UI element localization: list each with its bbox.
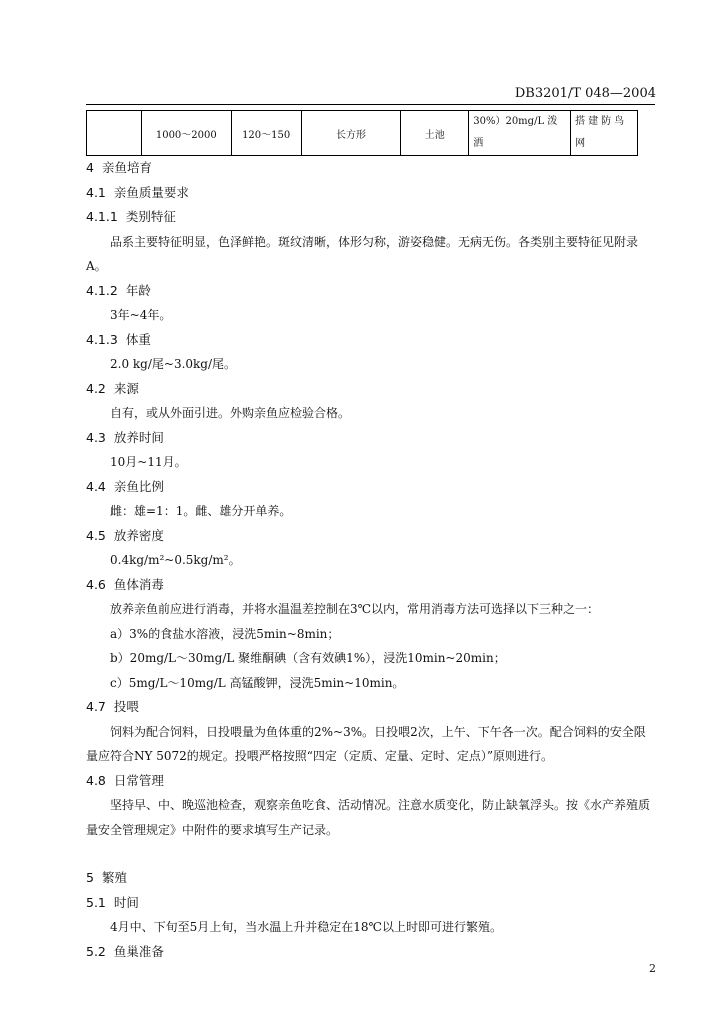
paragraph: a）3%的食盐水溶液，浸洗5min~8min； [110,626,340,641]
header-rule [86,104,655,105]
section-heading [86,573,656,598]
section-number: 4.8 [86,772,106,788]
section-title: 时间 [113,894,139,910]
section-heading [86,328,656,353]
table-row [87,111,638,156]
section-title: 来源 [113,380,139,396]
section-number: 4.1 [86,184,106,200]
table-cell [87,111,142,156]
section-title: 鱼体消毒 [113,576,164,592]
section-title: 投喂 [113,699,139,714]
paragraph: 0.4kg/m²~0.5kg/m²。 [110,553,241,567]
doc-code: DB3201/T 048—2004 [514,86,656,101]
table-cell [469,111,571,156]
section-number: 5.2 [86,943,106,959]
spec-table [86,110,638,156]
section-title: 繁殖 [101,870,127,885]
paragraph: 放养亲鱼前应进行消毒，并将水温温差控制在3℃以内，常用消毒方法可选择以下三种之一： [110,602,600,616]
section-number: 4 [86,160,94,175]
section-heading [86,426,656,451]
paragraph: 坚持早、中、晚巡池检查，观察亲鱼吃食、活动情况。注意水质变化，防止缺氧浮头。按《水产养殖质量安全管理规定》中附件的要求填写生产记录。 [86,798,651,837]
section-number: 4.2 [86,380,106,396]
section-number: 4.6 [86,576,106,592]
page-number: 2 [649,962,656,975]
section-heading [86,205,656,230]
section-title: 亲鱼比例 [113,478,164,494]
cell-line: 洒 [473,138,484,149]
cell-line: 搭建防鸟 [575,116,628,127]
section-title: 类别特征 [125,209,176,224]
section-number: 5.1 [86,894,106,910]
section-number: 5 [86,870,94,885]
section-number: 4.3 [86,429,106,445]
paragraph: 饲料为配合饲料，日投喂量为鱼体重的2%~3%。日投喂2次，上午、下午各一次。配合饲料的安全限量应符合NY 5072的规定。投喂严格按照“四定（定质、定量、定时、定点）”原则进行。 [86,724,646,763]
section-number: 4.4 [86,478,106,494]
section-heading [86,769,656,794]
table-cell: 1000～2000 [141,111,231,156]
section-heading [86,940,656,965]
paragraph: 自有，或从外面引进。外购亲鱼应检验合格。 [110,406,351,420]
section-title: 日常管理 [113,772,164,788]
table-cell [571,111,638,156]
paragraph: 品系主要特征明显，色泽鲜艳。斑纹清晰，体形匀称，游姿稳健。无病无伤。各类别主要特征见附录A。 [86,234,639,273]
paragraph: 4月中、下旬至5月上旬，当水温上升并稳定在18℃以上时即可进行繁殖。 [110,920,502,934]
section-heading [86,866,656,891]
section-heading [86,891,656,916]
section-heading [86,695,656,720]
section-number: 4.1.2 [86,282,118,298]
table-cell: 120～150 [231,111,301,156]
section-title: 放养密度 [113,527,164,543]
paragraph: c）5mg/L～10mg/L 高锰酸钾，浸洗5min~10min。 [110,675,405,690]
paragraph: 2.0 kg/尾~3.0kg/尾。 [110,357,237,371]
paragraph: 3年~4年。 [110,308,172,322]
paragraph: 雌：雄=1：1。雌、雄分开单养。 [110,504,292,518]
section-heading [86,181,656,206]
section-heading [86,279,656,304]
section-number: 4.1.3 [86,331,118,347]
section-heading [86,475,656,500]
section-heading [86,524,656,549]
table-cell: 土池 [401,111,469,156]
section-number: 4.1.1 [86,209,118,224]
section-title: 放养时间 [113,429,164,445]
table-cell: 长方形 [301,111,401,156]
paragraph: b）20mg/L～30mg/L 聚维酮碘（含有效碘1%），浸洗10min~20min； [110,651,506,665]
section-heading [86,156,656,181]
section-title: 亲鱼质量要求 [113,184,189,200]
spacer [86,842,656,866]
section-title: 年龄 [125,282,151,298]
cell-line: 网 [575,138,589,149]
document-body [86,156,656,964]
cell-line: 30%）20mg/L 泼 [473,116,558,127]
section-title: 亲鱼培育 [101,160,152,175]
section-number: 4.5 [86,527,106,543]
section-heading [86,377,656,402]
section-title: 体重 [125,331,151,347]
section-number: 4.7 [86,699,106,714]
paragraph: 10月~11月。 [110,455,187,469]
section-title: 鱼巢准备 [113,943,164,959]
